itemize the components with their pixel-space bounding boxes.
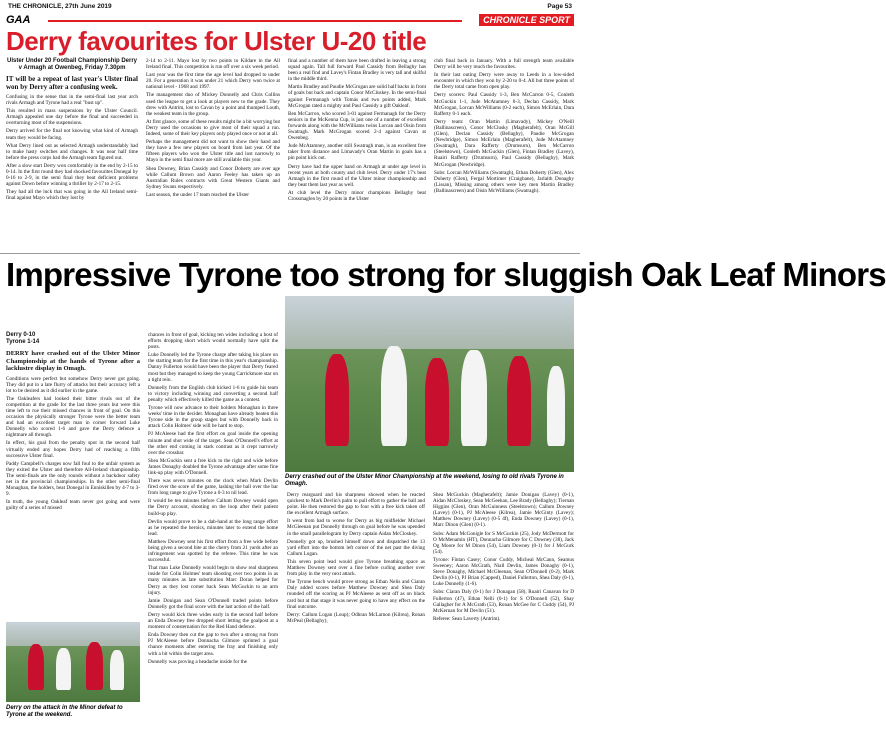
player-figure <box>507 356 531 446</box>
paragraph: Derry arrived for the final not knowing what kind of Armagh team they would be facing. <box>6 128 138 141</box>
player-figure <box>381 346 407 446</box>
masthead <box>0 0 580 14</box>
paragraph: Subs: Lorcan McWilliams (Swatragh), Ethan Doherty (Glen), Alex Doherty (Glen), Fergal Mortimer (Craigbane), Jarlaith Donaghy (Lissan), Missing among others were key men Martin Bradley (Ballinascreen) and Oisin McWilliams (Swatragh). <box>434 169 574 194</box>
page-number: Page 53 <box>547 3 572 10</box>
story2-lead: DERRY have crashed out of the Ulster Minor Championship at the hands of Tyrone after a lacklustre display in Omagh. <box>6 350 140 372</box>
story1-column-2 <box>146 58 280 250</box>
photo-background <box>6 622 140 646</box>
player-figure <box>86 642 103 690</box>
paragraph: This resulted in mass suspensions by the Ulster Council. Armagh appealed one day before the final and succeeded in overturning most of the suspensions. <box>6 108 138 127</box>
paragraph: Tyrone will now advance to their holders Monaghan in three weeks' time in the decider. Monaghan have already beaten this Tyrone side in the group stages but with Donnelly back in attack Colin Holmes' side will be hard to stop. <box>148 405 278 430</box>
story1-headline: Derry favourites for Ulster U-20 title <box>6 26 427 56</box>
story1-column-3 <box>288 58 426 250</box>
paragraph: In effect, his goal from the penalty spot in the second half virtually ended any hopes Derry had of reaching a fifth successive Ulster final. <box>6 440 140 459</box>
player-figure <box>28 644 44 690</box>
paragraph: Donnelly from the English club kicked 1-6 to guide his team to victory including winning and converting a second half penalty which effectively killed the game as a contest. <box>148 384 278 403</box>
paragraph: Donnelly got up, brushed himself down and dispatched the 13 yard effort into the bottom left corner of the net past the diving Callum Logan. <box>287 538 425 557</box>
paragraph: Martin Bradley and Paudie McGrogan are solid half backs in front of goals but back and captain Conor McCluskey. In the semi-final against Fermanagh with Tomás and two points added, Mark McGrogan rated a mighty and Paul Cassidy a gift Oakleaf. <box>288 84 427 109</box>
paragraph: Conditions were perfect but somehow Derry never got going. They did put in a late flurry of attacks but their accuracy left a lot to be desired as it did earlier in the game. <box>6 375 140 394</box>
paragraph: Derry team: Oran Martin (Limavady), Mickey O'Neill (Ballinascreen), Conor McClusky (Magherafelt), Oran McGill (Glen), Declan Cassidy (Bellaghy), Paudie McGrogan (Newbridge), Simon McErlain (Magherafelt), Jude McAtamney (Swatragh), Dara Rafferty (Drumsurn), Ben McCarron (Steelstown), Conleth McGuckin (Glen), Fintan Bradley (Lavey), Ruairi Rafferty (Drumsurn), Paul Cassidy (Bellaghy), Mark McGrogan (Newbridge). <box>434 118 574 168</box>
paragraph: The management duo of Mickey Donnelly and Chris Collins used the league to get a look at players new to the grade. They drew with Antrim, lost to Cavan by a point and thumped Louth, the weakest team in the group. <box>146 92 280 117</box>
masthead-date: THE CHRONICLE, 27th June 2019 <box>8 3 112 10</box>
paragraph: Devlin would prove to be a dab-hand at the long range effort as he repeated the heroics, minutes later to extend the home lead. <box>148 518 278 537</box>
paragraph: The Oakleafers had looked their bitter rivals out of the competition at the grade for the last three years but were this time left to rue their missed chances in front of goal. On this occasion the physically stronger Tyrone were the better team and had an excellent target man in corner forward Luke Donnelly who scored 1-6 and gave the Derry defence a nightmare all through. <box>6 395 140 439</box>
story-divider <box>0 253 580 254</box>
paragraph: chances in front of goal, kicking ten wides including a host of efforts dropping short which would normally have split the posts. <box>148 332 278 351</box>
photo-caption-left: Derry on the attack in the Minor defeat to Tyrone at the weekend. <box>6 705 123 718</box>
story2-column-2 <box>148 332 278 732</box>
paragraph: After a slow start Derry won comfortably in the end by 2-15 to 0-14. In the first round they had shocked favourites Donegal by 0-16 to 2-9, in the semi final they beat deficient problems against Down before winning a thriller by 2-17 to 2-15. <box>6 162 138 188</box>
paragraph: At first glance, some of these results might be a bit worrying but Derry used the occasions to give most of their squad a run. Indeed, some of their key players only played once or not at all. <box>146 118 280 138</box>
paragraph: Derry: Callum Logan (Loup); Odhran McLarnon (Kilrea), Ronan McPeal (Bellaghy), <box>287 611 425 624</box>
paragraph: What Derry lined out as selected Armagh understandably had to make hasty switches and changes. It was near half time before the press corps had the Armagh team figured out. <box>6 142 138 161</box>
player-figure <box>56 648 71 690</box>
paragraph: Donnelly was proving a headache inside for the <box>148 658 247 665</box>
paragraph: Jamie Donigan and Sean O'Donnell traded points before Donnelly got the final score with the last action of the half. <box>148 597 278 610</box>
paragraph: Shea McGuckin (Magherafelt); Jamie Donigan (Lavey) (0-1), Aidan McCloskey, Sean McGeehan, Lee Brady (Bellaghy); Tiernan Higgins (Glen), Oran McGuinness (Steelstown); Callum Downey (Lavey) (0-1), PJ McAleese (Kilrea), Jamie McGinty (Lavey); Matthew Downey (Lavey) (0-5 4f), Enda Downey (Lavey) (0-1), Marc Dinon (Glen) (0-1). <box>433 492 574 529</box>
paragraph: Derry have had the upper hand on Armagh at under age level in recent years at both county and club level. Derry under 17's beat Armagh in the first round of the Ulster minor championship and they beat them last year as well. <box>288 163 426 188</box>
paragraph: Derry scorers: Paul Cassidy 1-3, Ben McCarron 0-5, Conleth McGuckin 1-1, Jude McAtamney 0-3, Declan Cassidy, Mark McGrogan, Lorcan McWilliams (0-2 each), Simon McErlain, Dara Rafferty 0-1 each. <box>434 92 574 117</box>
player-figure <box>461 350 487 446</box>
paragraph: Subs: Adam McGonigle for S McGuckin (25), Jody McDermott for O McMenamin (HT), Donnacha Gilmore for C Downey (38), Jack Og Moore for M Dinon (54), Liam Downey (0-1) for J McGurk (54). <box>433 530 574 555</box>
paragraph: In their last outing Derry were away to Leeds in a low-sided encounter in which they won by 2-20 to 0-4. All but three points of the Derry total came from open play. <box>434 72 574 91</box>
paragraph: Referee: Sean Laverty (Antrim). <box>433 615 501 622</box>
paragraph: Shea McGuckin sent a free kick to the right and wide before James Donaghy doubled the Tyrone advantage after some fine link-up play with O'Donnell. <box>148 457 278 476</box>
paragraph: In truth, the young Oakleaf team never got going and were guilty of a series of missed <box>6 499 140 512</box>
paragraph: Last year was the first time the age level had dropped to under 20. For a generation it was under 21 which Derry won twice at national level - 1968 and 1997. <box>146 72 280 91</box>
paragraph: Luke Donnelly led the Tyrone charge after taking his place on the starting team for the first time in this year's championship. Danny Fullerton would have been the player that Derry feared most but they managed to keep the young Carrickmore star on a tight rein. <box>148 352 278 383</box>
story2-column-1 <box>6 332 140 620</box>
section-tag: CHRONICLE SPORT <box>479 14 574 26</box>
paragraph: Subs: Ciaran Daly (0-1) for J Donagan (58), Ruairi Canavan for D Fullerton (47), Ethan Nelli (0-1) for S O'Donnell (52), Shay Gallagher for A McGrath (53), Ronan McGee for C Cuddy (54), PJ McKernan for M Devlin (51). <box>433 589 574 614</box>
photo-main-match <box>285 296 574 472</box>
story1-kicker: Ulster Under 20 Football Championship Derry v Armagh at Owenbeg, Friday 7.30pm <box>6 58 138 71</box>
paragraph: Enda Downey then cut the gap to two after a strong run from PJ McAleese before Donnacha Gilmore sprinted a goal chance moments after entering the fray and finishing only with a hit within the target area. <box>148 632 278 657</box>
story2-column-3 <box>287 492 425 732</box>
paragraph: Paddy Campbell's charges now fall foul to the unfair system as they exited the Ulster and therefore All-Ireland championship. The semi-finals are the only rounds without a backdoor safety net in the provincial championships. In the other semi-final Monaghan, the holders, beat Donegal in Enniskillen by 4-7 to 3-9. <box>6 460 140 498</box>
player-figure <box>325 354 349 446</box>
player-figure <box>425 358 449 446</box>
paragraph: Perhaps the management did not want to show their hand and they have a few new players on board from last year. Of the fifteen players who won the Ulster title and lost narrowly to Mayo in the semi final more are still available this year. <box>146 139 280 164</box>
story1-column-4 <box>434 58 574 250</box>
scoreline: Derry 0-10 Tyrone 1-14 <box>6 332 40 345</box>
paragraph: There was seven minutes on the clock when Mark Devlin fired over the score of the game, lashing the ball over the bar from long range to give Tyrone a 0-3 to nil lead. <box>148 478 278 497</box>
story2-column-4 <box>433 492 574 732</box>
story2-headline: Impressive Tyrone too strong for sluggish Oak Leaf Minors <box>6 256 886 293</box>
paragraph: At club level the Derry minor champions Bellaghy beat Crossmaglen by 20 points in the Ulster <box>288 189 426 202</box>
paragraph: It would be ten minutes before Callum Downey would open the Derry account, shooting on the loop after their patient build-up play. <box>148 498 278 517</box>
paragraph: Ben McCarron, who scored 3-01 against Fermanagh for the Derry seniors in the McKenna Cup, is just one of a number of excellent forwards along with the McWilliams twins Lorcan and Oisin from Swatragh. Mark McGrogan scored 2-4 against Cavan at Owenbeg. <box>288 110 426 142</box>
paragraph: Confusing in the sense that in the semi-final last year arch rivals Armagh and Tyrone had a real "bust up". <box>6 94 138 107</box>
paragraph: 2-14 to 2-11. Mayo lost by two points to Kildare in the All Ireland final. This competition is run off over a six week period. <box>146 58 280 71</box>
player-figure <box>110 650 124 690</box>
photo-caption-main: Derry crashed out of the Ulster Minor Championship at the weekend, losing to old rivals Tyrone in Omagh. <box>285 474 564 487</box>
paragraph: Shea Downey, Brian Cassidy and Conor Doherty are over age while Callum Brown and Aaron Feeley has taken up an Australian Rules contracts with Great Western Giants and Sydney Swans respectively. <box>146 165 280 190</box>
paragraph: final and a number of them have been drafted in leaving a strong squad again. Tall full forward Paul Cassidy from Bellaghy has been a real find and Lavey's Fintan Bradley is very tall and skilful in the middle third. <box>288 58 426 83</box>
paragraph: Matthew Downey sent his first effort from a free wide before being given a second bite at the cherry from 21 yards after an infringement was spotted by the referee. This time he was successful. <box>148 538 278 564</box>
paragraph: They had all the luck that was going in the All Ireland semi-final against Mayo which they lost by <box>6 189 138 202</box>
paragraph: This seven point lead would give Tyrone breathing space as Matthew Downey sent over a fine before curling another over from play in the very next attack. <box>287 558 425 578</box>
photo-background <box>285 296 574 349</box>
paragraph: The Tyrone bench would prove strong as Ethan Nelis and Ciaran Daly added scores before Matthew Downey and Shea Daly rounded off the scoring as PJ McAleese as sent off as on black card but at that stage it was never going to have any effect on the final outcome. <box>287 579 425 610</box>
gaa-logo: GAA <box>6 14 31 26</box>
paragraph: Derry would kick three wides early in the second half before an Enda Downey free dropped short letting the goalpost at a moment of consternation for the Red Hand defence. <box>148 611 278 631</box>
story1-column-1 <box>6 58 138 250</box>
story1-lead: IT will be a repeat of last year's Ulster final won by Derry after a confusing week. <box>6 75 138 91</box>
section-rule <box>48 20 462 22</box>
paragraph: Derry rearguard and his sharpness showed when he reacted quickest to Mark Devlin's palm to pull effort to gather the ball and point. He then restored the gap to four with a free kick taken off the excellent Armagh surface. <box>287 492 425 517</box>
paragraph: Last season, the under 17 team reached the Ulster <box>146 191 249 198</box>
paragraph: PJ McAleese had the first effort on goal inside the opening minute and shot wide of the target. Sean O'Donnell's effort at the other end coming in stark contrast as it crept narrowly over the crossbar. <box>148 431 278 456</box>
paragraph: Tyrone: Fintan Casey; Conor Cuddy, Micheal McCann, Seamus Sweeney; Aaron McGrath, Niall Devlin, James Donaghy (0-1), Steve Donaghy, Michael McGleenan, Sean O'Donnell (0-2), Mark Devlin (0-1), PJ Brian (Capped), Daniel Fullerton, Shea Daly (0-1), Luke Donnelly (1-6). <box>433 556 574 588</box>
paragraph: Jude McAtamney, another still Swatragh man, is an excellent free taker from distance and Limavady's Oran Martin in goals has a pin point kick out. <box>288 143 426 162</box>
player-figure <box>547 366 565 446</box>
photo-derry-attack <box>6 622 140 702</box>
paragraph: club final back in January. With a full strength team available Derry will be very much the favourites. <box>434 58 574 71</box>
paragraph: It went from bad to worse for Derry as big midfielder Michael McGleenan put Donnelly through on goal before he was upended in the small parallelogram by Derry captain Aidan McCloskey. <box>287 518 425 537</box>
paragraph: That man Luke Donnelly would begin to show real sharpness inside for Colin Holmes' team shooting over two points in as many minutes as late substitution Marc Doran helped for Derry as they lost corner back Sean McGuckin to an arm injury. <box>148 565 278 596</box>
